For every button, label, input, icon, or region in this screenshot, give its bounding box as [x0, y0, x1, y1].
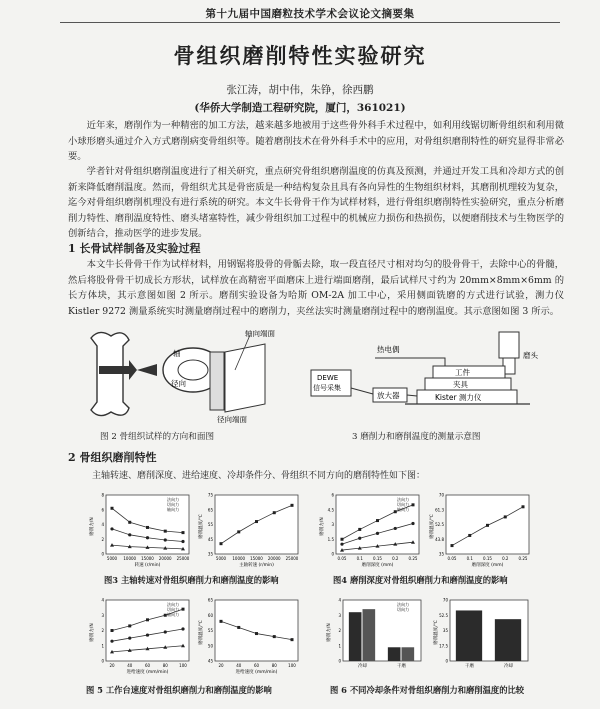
legend-entry: 轴向力: [167, 507, 179, 512]
x-tick-label: 100: [179, 663, 187, 668]
y-axis-label: 磨削温度/℃: [199, 620, 204, 645]
data-point: [220, 542, 223, 545]
x-axis-label: 转速 (r/min): [134, 563, 161, 568]
y-tick-label: 3: [331, 522, 334, 527]
fig5-caption: 图 5 工作台速度对骨组织磨削力和磨削温度的影响: [86, 685, 272, 695]
y-tick-label: 35: [207, 551, 213, 557]
data-point: [111, 507, 114, 510]
data-point: [504, 515, 507, 518]
bar: [456, 610, 482, 661]
data-point: [394, 527, 397, 530]
data-point: [255, 520, 258, 523]
author-list: 张江涛，胡中伟，朱铮，徐西鹏: [226, 84, 374, 96]
data-point: [358, 537, 361, 540]
x-tick-label: 60: [144, 663, 151, 668]
data-point: [411, 522, 414, 525]
y-tick-label: 35: [438, 551, 444, 557]
bar: [495, 619, 521, 661]
x-tick-label: 0.2: [502, 556, 509, 561]
legend-entry: 轴向力: [167, 612, 179, 617]
x-tick-label: 0.25: [408, 556, 418, 561]
bar: [402, 647, 415, 661]
y-tick-label: 3: [101, 612, 104, 618]
data-point: [128, 637, 131, 640]
plot-frame: [215, 495, 298, 554]
section1-paragraph: 本文牛长骨骨干作为试样材料，用钢锯将股骨的骨骺去除，取一段直径尺寸相对均匀的股骨骨干，去除中心的骨髓，然后将股骨骨干切成长方形状，试样放在高精密平面磨床上进行端面磨削，最后试样尺寸约为 20mm×8mm×6mm 的长方体块，其示意图如图 2 所示。磨削实验设备为哈斯 OM-2A 加工中心，采用侧面铣磨的方式进行试验，测力仪 Kistler 9272 测量系统实时测量磨削过程中的磨削力，夹丝法实时测量磨削过程中的磨削温度。其示意图如图 3 所示。: [68, 259, 564, 317]
legend-entry: 切向力: [167, 607, 179, 612]
data-point: [273, 511, 276, 514]
x-tick-label: 5000: [106, 556, 118, 561]
measurement-diagram: [305, 330, 565, 430]
x-tick-label: 10000: [123, 556, 137, 561]
y-tick-label: 0: [445, 658, 448, 664]
x-tick-label: 10000: [232, 556, 246, 561]
chart-force-vs-speed: [88, 490, 193, 568]
data-point: [164, 530, 167, 533]
x-tick-label: 20000: [267, 556, 281, 561]
x-tick-label: 25000: [176, 556, 190, 561]
data-point: [164, 538, 167, 541]
data-point: [291, 504, 294, 507]
fig2-caption: 图 2 骨组织试样的方向和面图: [100, 432, 215, 442]
x-tick-label: 0.15: [483, 556, 492, 561]
x-axis-label: 进给速度 (mm/min): [126, 670, 169, 675]
data-point: [486, 524, 489, 527]
legend-entry: 法向力: [167, 497, 179, 502]
x-tick-label: 冷却: [504, 664, 513, 669]
x-tick-label: 15000: [250, 556, 263, 561]
data-point: [412, 503, 415, 506]
header-divider: [60, 22, 560, 23]
y-tick-label: 45: [207, 658, 213, 664]
label-dynamometer: Kister 测力仪: [435, 393, 482, 402]
y-tick-label: 75: [207, 492, 213, 498]
bone-sample-diagram: [85, 330, 315, 425]
marrow-cavity: [178, 360, 208, 380]
x-tick-label: 100: [288, 663, 296, 668]
data-point: [468, 534, 471, 537]
section2-intro: 主轴转速、磨削深度、进给速度、冷却条件分、骨组织不同方向的磨削特性如下图：: [92, 471, 426, 481]
y-axis-label: 磨削力/N: [327, 623, 332, 642]
label-fixture: 夹具: [453, 380, 468, 389]
y-tick-label: 1: [101, 643, 104, 649]
spindle: [499, 332, 519, 358]
fig6-caption: 图 6 不同冷却条件对骨组织磨削力和磨削温度的比较: [330, 685, 525, 695]
data-point: [255, 632, 258, 635]
chart-force-cooling: [325, 595, 425, 675]
data-point: [376, 532, 379, 535]
data-point: [110, 640, 113, 643]
affiliation: (华侨大学制造工程研究院，厦门，361021): [194, 102, 406, 114]
x-tick-label: 40: [236, 663, 242, 668]
label-amplifier: 放大器: [377, 391, 400, 400]
data-point: [181, 627, 184, 630]
x-tick-label: 0.1: [356, 556, 363, 561]
y-tick-label: 2: [101, 628, 104, 633]
bar: [349, 612, 362, 661]
x-tick-label: 15000: [141, 556, 154, 561]
intro-paragraph-1: 近年来，磨削作为一种精密的加工方法，越来越多地被用于这些骨外科手术过程中，如利用线锯切断骨组织和利用微小球形磨头通过介入方式磨削病变骨组织等。随着磨削技术在骨外科手术中的应用，对骨组织磨削特性的研究显得非常必要。: [68, 120, 564, 162]
label-radial-face: 径向端面: [217, 415, 247, 424]
y-tick-label: 4: [338, 597, 341, 603]
data-point: [146, 526, 149, 529]
y-axis-label: 磨削温度/℃: [199, 514, 204, 539]
label-grinding-head: 磨头: [523, 351, 538, 360]
y-tick-label: 3: [338, 612, 341, 618]
y-axis-label: 磨削力/N: [320, 517, 325, 536]
data-point: [291, 638, 294, 641]
x-tick-label: 80: [162, 663, 168, 668]
x-tick-label: 20: [109, 663, 115, 668]
y-tick-label: 55: [207, 522, 213, 527]
data-point: [273, 635, 276, 638]
data-point: [451, 544, 454, 547]
y-tick-label: 35: [442, 628, 448, 633]
legend-entry: 法向力: [167, 602, 179, 607]
label-axial-face: 轴向端面: [245, 330, 275, 338]
chart-force-vs-depth: [318, 490, 423, 568]
y-tick-label: 52.5: [439, 612, 448, 618]
y-tick-label: 17.5: [439, 643, 448, 649]
paper-title: 骨组织磨削特性实验研究: [173, 43, 427, 68]
fixture-box: [425, 378, 511, 390]
data-point: [340, 543, 343, 546]
x-tick-label: 20: [218, 663, 224, 668]
y-tick-label: 6: [101, 507, 104, 513]
y-axis-label: 磨削温度/℃: [430, 514, 435, 539]
data-point: [341, 538, 344, 541]
x-axis-label: 主轴转速 (r/min): [239, 563, 274, 568]
y-tick-label: 1: [338, 643, 341, 649]
x-axis-label: 进给速度 (mm/min): [235, 670, 278, 675]
y-tick-label: 65: [207, 507, 213, 513]
x-tick-label: 20000: [158, 556, 172, 561]
y-tick-label: 61.3: [435, 507, 444, 513]
bar: [363, 609, 376, 661]
cut-sample: [210, 352, 224, 410]
chart-temp-cooling: [432, 595, 532, 675]
y-tick-label: 0: [101, 658, 104, 664]
data-point: [237, 530, 240, 533]
label-recorder-1: DEWE: [317, 374, 339, 382]
legend-entry: 切向力: [397, 502, 409, 507]
chart-force-vs-feed: [88, 595, 193, 675]
data-point: [146, 536, 149, 539]
y-axis-label: 磨削力/N: [90, 517, 95, 536]
x-tick-label: 0.1: [466, 556, 473, 561]
label-recorder-2: 信号采集: [313, 384, 341, 392]
x-tick-label: 60: [253, 663, 260, 668]
x-tick-label: 干磨: [465, 664, 474, 669]
y-tick-label: 0: [101, 551, 104, 557]
data-point: [164, 630, 167, 633]
fig3b-caption: 图3 主轴转速对骨组织磨削力和磨削温度的影响: [104, 575, 279, 585]
x-tick-label: 5000: [215, 556, 227, 561]
data-point: [128, 521, 131, 524]
y-tick-label: 0: [338, 658, 341, 664]
chart-temp-vs-feed: [197, 595, 302, 675]
section-heading-2: 2 骨组织磨削特性: [68, 451, 157, 464]
x-tick-label: 80: [271, 663, 277, 668]
y-tick-label: 2: [338, 628, 341, 633]
x-axis-label: 磨削深度 (mm): [471, 563, 504, 568]
plot-frame: [215, 600, 298, 661]
data-point: [220, 620, 223, 623]
x-axis-label: 磨削深度 (mm): [361, 563, 394, 568]
data-point: [128, 624, 131, 627]
y-tick-label: 1.5: [327, 536, 334, 542]
y-tick-label: 52.5: [435, 522, 444, 527]
y-tick-label: 55: [207, 628, 213, 633]
x-tick-label: 0.05: [337, 556, 347, 561]
label-radial: 径向: [171, 379, 186, 388]
legend-entry: 切向力: [167, 502, 179, 507]
data-point: [111, 629, 114, 632]
data-point: [182, 608, 185, 611]
y-tick-label: 8: [101, 492, 104, 498]
y-tick-label: 43.8: [435, 536, 444, 542]
data-point: [146, 633, 149, 636]
y-tick-label: 4: [101, 522, 104, 527]
label-workpiece: 工件: [455, 368, 470, 377]
y-tick-label: 60: [207, 612, 213, 618]
y-tick-label: 70: [438, 492, 444, 498]
intro-paragraph-2: 学者针对骨组织磨削温度进行了相关研究，重点研究骨组织磨削温度的仿真及预测，并通过开发工具和冷却方式的创新来降低磨削温度。然而，骨组织尤其是骨密质是一种结构复杂且具有各向异性的生物组织材料，其磨削机理较为复杂，迄今对骨组织磨削机理没有进行系统的研究。本文牛长骨骨干作为试样材料，进行骨组织磨削特性实验研究，重点分析磨削力特性、磨削温度特性、磨头堵塞特性，减少骨组织加工过程中的机械应力损伤和热损伤，以便磨削技术与生物医学的创新结合，推动医学的进步发展。: [68, 166, 564, 239]
sample-block: [225, 344, 265, 412]
legend-entry: 轴向力: [397, 507, 409, 512]
data-point: [110, 527, 113, 530]
y-tick-label: 70: [442, 597, 448, 603]
data-point: [237, 626, 240, 629]
data-point: [128, 533, 131, 536]
y-tick-label: 4.5: [327, 507, 334, 513]
x-tick-label: 25000: [285, 556, 299, 561]
x-tick-label: 0.2: [392, 556, 399, 561]
chart-temp-vs-speed: [197, 490, 302, 568]
data-point: [358, 528, 361, 531]
fig4-caption: 图4 磨削深度对骨组织磨削力和磨削温度的影响: [333, 575, 508, 585]
y-tick-label: 50: [207, 643, 213, 649]
y-tick-label: 2: [101, 536, 104, 542]
x-tick-label: 40: [127, 663, 133, 668]
data-point: [522, 505, 525, 508]
y-axis-label: 磨削温度/℃: [434, 620, 439, 645]
chart-temp-vs-depth: [428, 490, 533, 568]
data-point: [181, 540, 184, 543]
legend-entry: 法向力: [397, 497, 409, 502]
section-heading-1: 1 长骨试样制备及实验过程: [68, 242, 201, 255]
legend-entry: 切向力: [397, 607, 409, 612]
x-tick-label: 0.25: [518, 556, 528, 561]
bar: [388, 647, 401, 661]
running-header: 第十九届中国磨粒技术学术会议论文摘要集: [205, 8, 415, 20]
data-point: [376, 519, 379, 522]
y-axis-label: 磨削力/N: [90, 623, 95, 642]
y-tick-label: 6: [331, 492, 334, 498]
y-tick-label: 65: [207, 597, 213, 603]
y-tick-label: 45: [207, 536, 213, 542]
x-tick-label: 0.05: [447, 556, 457, 561]
data-point: [146, 618, 149, 621]
x-tick-label: 干磨: [397, 664, 406, 669]
label-axial: 轴: [173, 349, 181, 358]
data-point: [182, 531, 185, 534]
legend-entry: 法向力: [397, 602, 409, 607]
x-tick-label: 0.15: [373, 556, 382, 561]
fig3-caption: 3 磨削力和磨削温度的测量示意图: [352, 432, 481, 442]
y-tick-label: 4: [101, 597, 104, 603]
x-tick-label: 冷却: [358, 664, 367, 669]
y-tick-label: 0: [331, 551, 334, 557]
label-thermocouple: 热电偶: [377, 345, 400, 354]
